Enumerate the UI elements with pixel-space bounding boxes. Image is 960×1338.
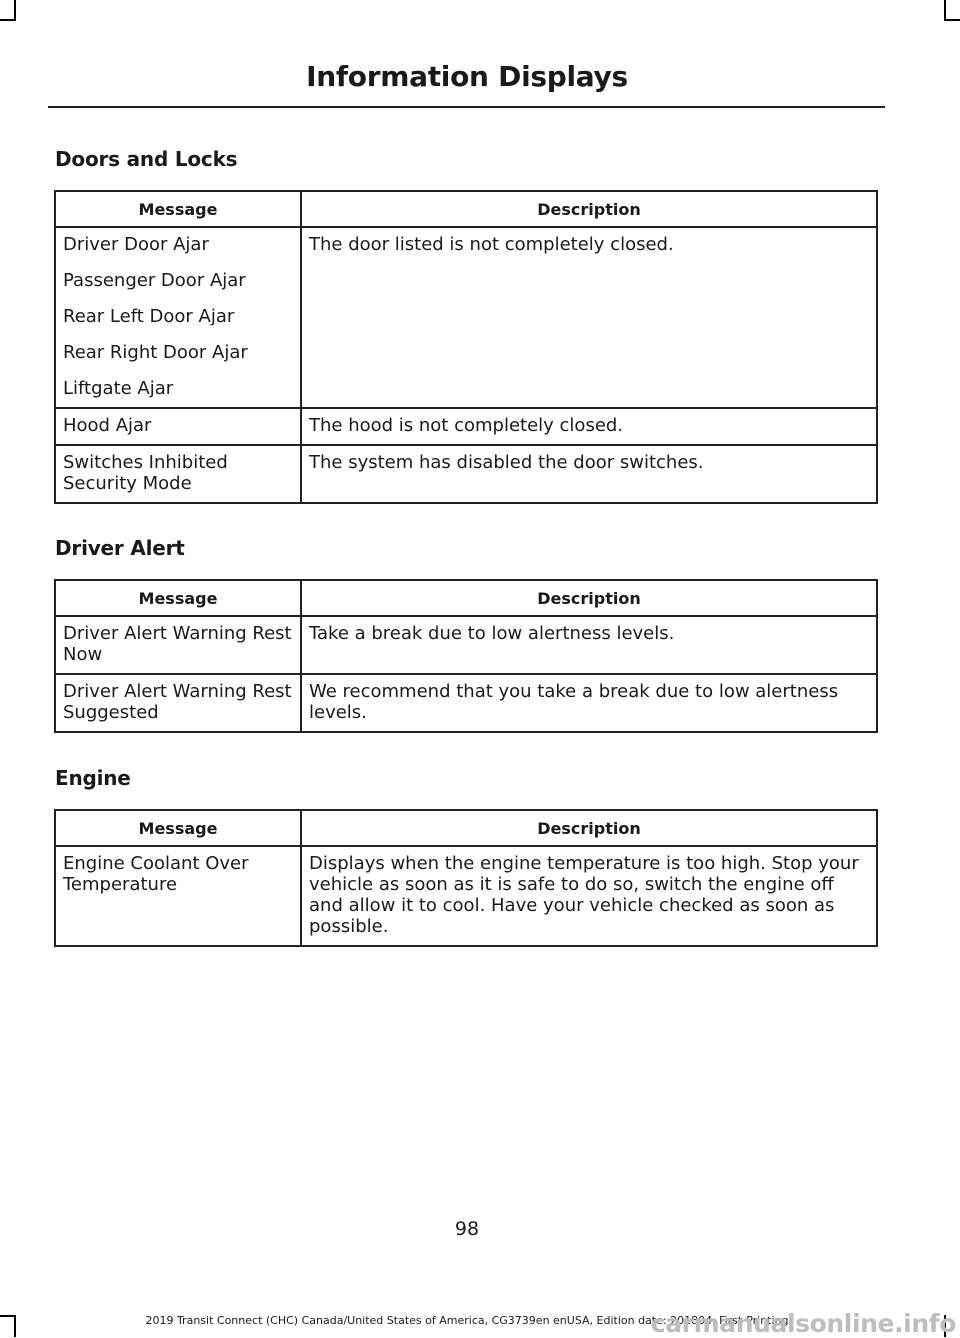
table-row	[55, 227, 877, 408]
header-divider	[48, 106, 885, 108]
crop-mark	[14, 0, 16, 20]
column-header-message: Message	[55, 191, 301, 227]
description-cell: Take a break due to low alertness levels.	[301, 616, 877, 674]
driver-alert-table	[54, 579, 878, 733]
table-header-row	[55, 580, 877, 616]
column-header-description: Description	[301, 191, 877, 227]
message-text: Rear Right Door Ajar	[63, 342, 248, 363]
description-cell: The door listed is not completely closed.	[301, 227, 877, 408]
column-header-message: Message	[55, 810, 301, 846]
column-header-description: Description	[301, 810, 877, 846]
table-row	[55, 616, 877, 674]
description-cell: We recommend that you take a break due to low alertness levels.	[301, 674, 877, 732]
table-row	[55, 674, 877, 732]
section-title-driver-alert: Driver Alert	[55, 536, 185, 560]
section-title-doors-and-locks: Doors and Locks	[55, 147, 238, 171]
crop-mark	[944, 19, 960, 21]
message-text: Rear Left Door Ajar	[63, 306, 235, 327]
table-row	[55, 846, 877, 946]
table-header-row	[55, 191, 877, 227]
page-number: 98	[454, 1218, 480, 1240]
message-cell: Engine Coolant Over Temperature	[55, 846, 301, 946]
message-cell: Driver Alert Warning Rest Suggested	[55, 674, 301, 732]
column-header-description: Description	[301, 580, 877, 616]
footer-edition-text: 2019 Transit Connect (CHC) Canada/United States of America, CG3739en enUSA, Edition date: 201804, First-Printing	[145, 1314, 789, 1327]
description-cell: The hood is not completely closed.	[301, 408, 877, 445]
message-cell: Switches Inhibited Security Mode	[55, 445, 301, 503]
message-cell	[55, 227, 301, 408]
message-text: Driver Door Ajar	[63, 234, 209, 255]
section-title-engine: Engine	[55, 766, 131, 790]
engine-table	[54, 809, 878, 947]
column-header-message: Message	[55, 580, 301, 616]
table-header-row	[55, 810, 877, 846]
crop-mark	[0, 19, 16, 21]
message-cell: Driver Alert Warning Rest Now	[55, 616, 301, 674]
description-cell: Displays when the engine temperature is too high. Stop your vehicle as soon as it is safe to do so, switch the engine off and allow it to cool. Have your vehicle checked as soon as possible.	[301, 846, 877, 946]
table-row	[55, 445, 877, 503]
page-title: Information Displays	[306, 60, 628, 93]
message-text: Liftgate Ajar	[63, 378, 174, 399]
crop-mark	[944, 0, 946, 20]
table-row	[55, 408, 877, 445]
message-text: Passenger Door Ajar	[63, 270, 246, 291]
doors-and-locks-table	[54, 190, 878, 504]
message-cell: Hood Ajar	[55, 408, 301, 445]
watermark: carmanualsonline.info	[650, 1309, 956, 1338]
description-cell: The system has disabled the door switches.	[301, 445, 877, 503]
